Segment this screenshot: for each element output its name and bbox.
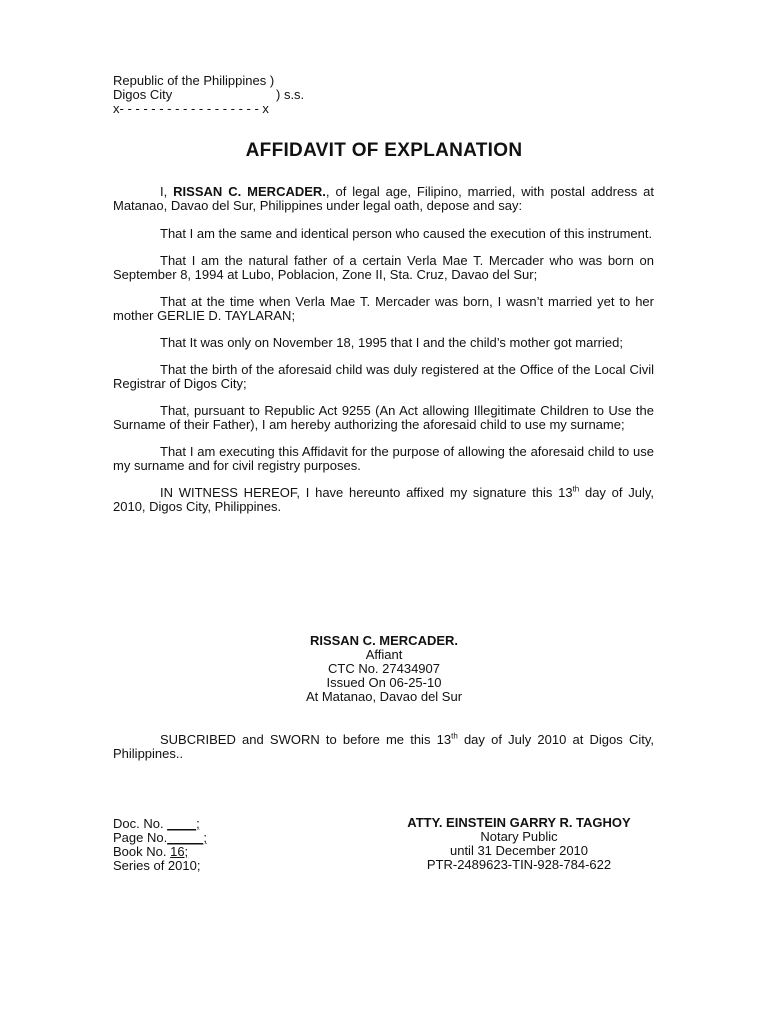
paragraph-ra-9255: That, pursuant to Republic Act 9255 (An Act allowing Illegitimate Children to Use the Surname of their Father), I am hereby authorizing the aforesaid child to use my surname; (113, 403, 654, 432)
series: Series of 2010; (113, 858, 201, 873)
affidavit-body (113, 185, 654, 514)
caption-city-line (113, 88, 348, 102)
notarial-register (113, 817, 207, 873)
doc-no-blank: ____; (167, 816, 200, 831)
caption-divider: x- - - - - - - - - - - - - - - - - - x (113, 101, 269, 116)
intro-paragraph (113, 185, 654, 213)
paragraph-purpose: That I am executing this Affidavit for the purpose of allowing the aforesaid child to use my surname and for civil registry purposes. (113, 444, 654, 473)
paragraph-witness (113, 486, 654, 514)
affiant-name: RISSAN C. MERCADER. (309, 633, 459, 648)
witness-text-end: day of July, 2010, Digos City, Philippines. (113, 485, 654, 514)
doc-no-label: Doc. No. (113, 816, 168, 831)
paragraph-paternity: That I am the natural father of a certain Verla Mae T. Mercader who was born on September 8, 1994 at Lubo, Poblacion, Zone II, Sta. Cruz, Davao del Sur; (113, 253, 654, 282)
witness-text: IN WITNESS HEREOF, I have hereunto affixed my signature this 13 (160, 485, 573, 500)
affiant-role: Affiant (365, 647, 403, 662)
affiant-issued: Issued On 06-25-10 (326, 675, 442, 690)
jurat-ordinal: th (451, 731, 458, 741)
document-title: AFFIDAVIT OF EXPLANATION (245, 140, 523, 161)
page-no (113, 831, 207, 845)
book-no-value: 16; (170, 844, 189, 859)
book-no-label: Book No. (113, 844, 171, 859)
paragraph-identity: That I am the same and identical person who caused the execution of this instrument. (160, 226, 653, 241)
jurat-text-end: day of July 2010 at Digos City, Philippines.. (113, 732, 654, 761)
intro-prefix: I, (160, 184, 174, 199)
page-no-blank: _____; (167, 830, 207, 845)
page-no-label: Page No. (113, 830, 168, 845)
affiant-ctc: CTC No. 27434907 (327, 661, 440, 676)
paragraph-registration: That the birth of the aforesaid child was duly registered at the Office of the Local Civil Registrar of Digos City; (113, 362, 654, 391)
notary-commission: until 31 December 2010 (449, 843, 589, 858)
jurat-text: SUBCRIBED and SWORN to before me this 13 (160, 732, 452, 747)
caption-ss: ) s.s. (276, 87, 305, 102)
caption-city: Digos City (113, 87, 173, 102)
book-no (113, 845, 207, 859)
affiant-place: At Matanao, Davao del Sur (305, 689, 463, 704)
venue-caption (113, 74, 348, 116)
notary-block (388, 816, 650, 872)
paragraph-not-married: That at the time when Verla Mae T. Mercader was born, I wasn’t married yet to her mother GERLIE D. TAYLARAN; (113, 294, 654, 323)
jurat-paragraph (113, 733, 654, 761)
notary-name: ATTY. EINSTEIN GARRY R. TAGHOY (407, 815, 631, 830)
notary-title: Notary Public (480, 829, 558, 844)
affiant-block (0, 634, 768, 704)
affiant-name-inline: RISSAN C. MERCADER. (173, 184, 326, 199)
intro-rest: , of legal age, Filipino, married, with postal address at Matanao, Davao del Sur, Philippines under legal oath, depose and say: (113, 184, 654, 213)
doc-no (113, 817, 207, 831)
paragraph-marriage-date: That It was only on November 18, 1995 that I and the child’s mother got married; (160, 335, 623, 350)
caption-republic: Republic of the Philippines ) (113, 73, 275, 88)
notary-ptr: PTR-2489623-TIN-928-784-622 (426, 857, 612, 872)
witness-ordinal: th (572, 484, 580, 494)
